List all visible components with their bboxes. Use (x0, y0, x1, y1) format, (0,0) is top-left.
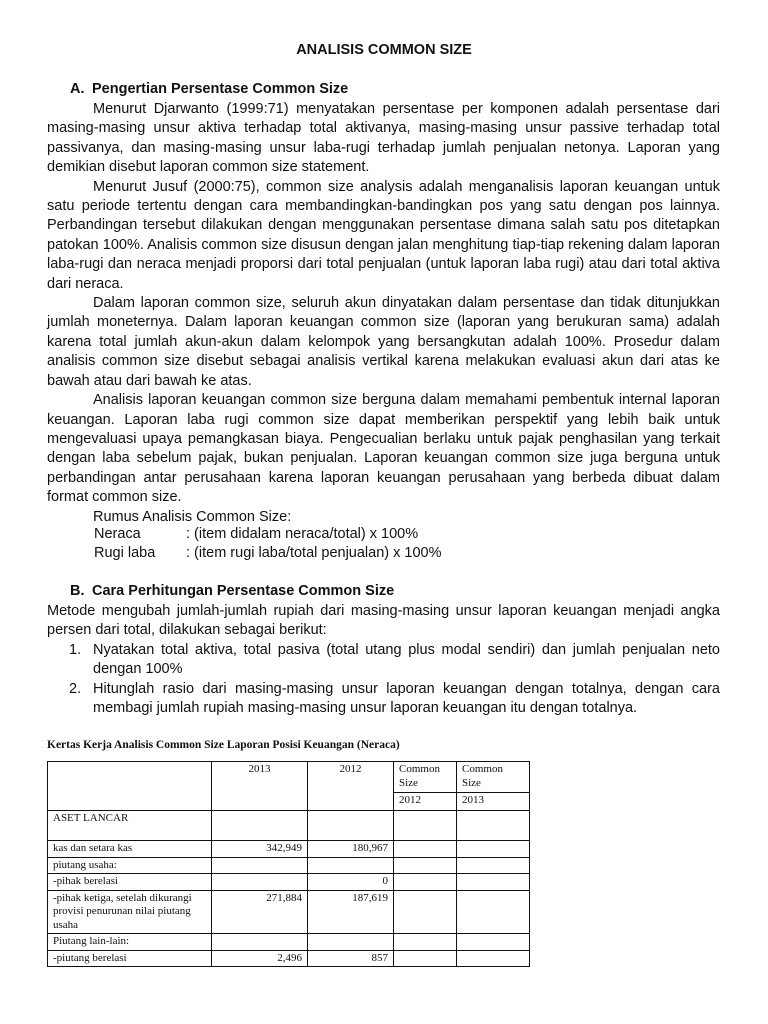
step-text: Hitunglah rasio dari masing-masing unsur laporan keuangan dengan totalnya, dengan cara membagi jumlah rupiah masing-masing unsur laporan keuangan itu dengan totalnya. (93, 680, 720, 717)
table-row (48, 874, 530, 891)
table-row (48, 934, 530, 951)
page-title: ANALISIS COMMON SIZE (296, 42, 472, 58)
row-label: kas dan setara kas (48, 841, 212, 858)
formula-rugi-laba (94, 544, 442, 563)
paragraph-formula-intro: Rumus Analisis Common Size: (93, 508, 292, 525)
row-label: Piutang lain-lain: (48, 934, 212, 951)
paragraph-djarwanto: Menurut Djarwanto (1999:71) menyatakan persentase per komponen adalah persentase dari masing-masing unsur aktiva terhadap total aktivanya, masing-masing unsur passive terhadap total passivanya, dan masing-masing unsur laba-rugi terhadap jumlah penjualan netonya. Laporan yang demikian disebut laporan common size statement. (47, 101, 720, 176)
step-text: Nyatakan total aktiva, total pasiva (total utang plus modal sendiri) dan jumlah penjualan neto dengan 100% (93, 642, 720, 678)
value-2013: 271,884 (212, 890, 308, 934)
value-2013: 2,496 (212, 950, 308, 967)
common-size-worksheet-table (47, 761, 530, 967)
header-common-size-2012-label: Common Size (394, 762, 456, 793)
formula-value: : (item rugi laba/total penjualan) x 100% (186, 545, 442, 562)
table-header-row (48, 762, 530, 811)
step-number: 2. (69, 680, 82, 697)
paragraph-jusuf: Menurut Jusuf (2000:75), common size analysis adalah menganalisis laporan keuangan untuk satu periode tertentu dengan cara membandingkan-bandingkan pos yang satu dengan pos lainnya. Perbandingan tersebut dilakukan dengan menggunakan persentase dimana salah satu pos ditetapkan patokan 100%. Analisis common size disusun dengan jalan menghitung tiap-tiap rekening dalam laporan laba-rugi dan neraca menjadi proporsi dari total penjualan (untuk laporan laba rugi) atau dari total aktiva dari neraca. (47, 178, 720, 292)
paragraph-analysis-usage: Analisis laporan keuangan common size berguna dalam memahami pembentuk internal laporan keuangan. Laporan laba rugi common size dapat memberikan perspektif yang lebih baik untuk mengevaluasi upaya pemangkasan biaya. Pengecualian berlaku untuk pajak penghasilan yang terkait dengan laba sebelum pajak, bukan penjualan. Laporan keuangan common size juga berguna untuk perbandingan antar perusahaan karena laporan keuangan perusahaan yang berbeda dibuat dalam format common size. (47, 392, 720, 506)
paragraph-common-size-report: Dalam laporan common size, seluruh akun dinyatakan dalam persentase dan tidak ditunjukkan jumlah moneternya. Dalam laporan keuangan common size (laporan yang berukuran sama) adalah karena total jumlah akun-akun dalam kelompok yang bersangkutan adalah 100%. Prosedur dalam analisis common size disebut sebagai analisis vertikal karena melakukan evaluasi akun dari atas ke bawah atau dari bawah ke atas. (47, 295, 720, 389)
header-common-size-2012 (394, 762, 457, 811)
list-item (47, 680, 720, 719)
header-common-size-2013 (457, 762, 530, 811)
section-a-body (47, 100, 720, 527)
section-a-title: Pengertian Persentase Common Size (92, 81, 349, 97)
table-row (48, 841, 530, 858)
section-b-title: Cara Perhitungan Persentase Common Size (92, 583, 395, 599)
step-number: 1. (69, 642, 82, 658)
header-common-size-2012-year: 2012 (399, 794, 421, 806)
table-caption: Kertas Kerja Analisis Common Size Laporan Posisi Keuangan (Neraca) (47, 739, 400, 751)
row-label: piutang usaha: (48, 857, 212, 874)
row-label: -pihak berelasi (48, 874, 212, 891)
value-2012: 857 (308, 950, 394, 967)
header-common-size-2013-label: Common Size (457, 762, 529, 793)
section-a-label: A. (70, 81, 85, 97)
section-b-label: B. (70, 583, 85, 599)
row-label: ASET LANCAR (48, 811, 212, 841)
header-common-size-2013-year: 2013 (462, 794, 484, 806)
row-label: -pihak ketiga, setelah dikurangi provisi penurunan nilai piutang usaha (48, 890, 212, 934)
table-row (48, 857, 530, 874)
value-2012: 187,619 (308, 890, 394, 934)
section-b-intro: Metode mengubah jumlah-jumlah rupiah dari masing-masing unsur laporan keuangan menjadi angka persen dari total, dilakukan sebagai berikut: (47, 603, 720, 639)
value-2012: 0 (308, 874, 394, 891)
formula-key: Rugi laba (94, 545, 156, 562)
steps-list (47, 641, 720, 719)
section-b-heading (70, 583, 394, 599)
section-a-heading (70, 81, 348, 97)
table-row (48, 811, 530, 841)
header-blank (48, 762, 212, 811)
header-2012: 2012 (308, 762, 394, 811)
value-2012: 180,967 (308, 841, 394, 858)
formula-neraca (94, 525, 442, 544)
table-row (48, 890, 530, 934)
value-2013: 342,949 (212, 841, 308, 858)
row-label: -piutang berelasi (48, 950, 212, 967)
formula-list (94, 525, 442, 564)
formula-key: Neraca (94, 526, 141, 542)
value-2013 (212, 874, 308, 891)
header-2013: 2013 (212, 762, 308, 811)
list-item (47, 641, 720, 680)
table-row (48, 950, 530, 967)
formula-value: : (item didalam neraca/total) x 100% (186, 526, 419, 542)
